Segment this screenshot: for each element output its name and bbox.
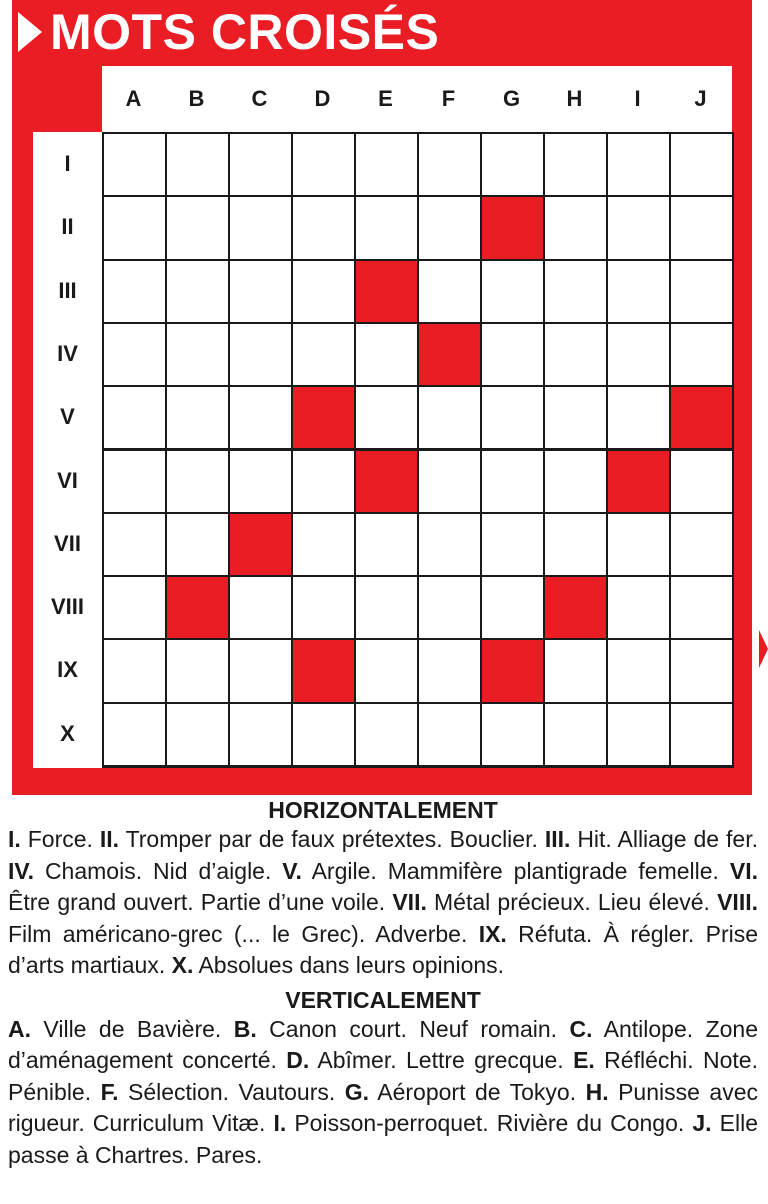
grid-cell[interactable] [167,197,228,258]
clue-text: Absolues dans leurs opinions. [193,952,505,978]
grid-cell[interactable] [104,514,165,575]
clue-number: A. [8,1015,31,1042]
grid-cell[interactable] [671,704,732,765]
grid-cell[interactable] [230,134,291,195]
grid-cell[interactable] [167,134,228,195]
grid-cell[interactable] [608,514,669,575]
clue-number: I. [8,826,21,852]
grid-cell[interactable] [356,704,417,765]
clue-number: D. [286,1047,310,1073]
grid-cell[interactable] [167,324,228,385]
clue-number: E. [573,1047,595,1073]
column-label: G [502,86,521,111]
grid-cell[interactable] [419,577,480,638]
crossword-grid [102,132,734,768]
grid-cell[interactable] [671,640,732,701]
column-label: D [314,86,331,111]
grid-cell[interactable] [230,640,291,701]
clue-text: Canon court. Neuf romain. [256,1015,570,1042]
grid-cell[interactable] [545,197,606,258]
row-header [33,132,102,768]
row-label: II [61,214,74,240]
grid-cell[interactable] [419,640,480,701]
vertical-clues [8,1014,758,1172]
clue-text: Métal précieux. Lieu élevé. [426,889,718,915]
grid-cell[interactable] [356,577,417,638]
grid-cell[interactable] [545,324,606,385]
row-label: IX [57,657,78,683]
grid-cell[interactable] [608,324,669,385]
clue-text: Argile. Mammifère plantigrade femelle. [301,857,730,884]
grid-cell[interactable] [293,134,354,195]
grid-cell[interactable] [419,514,480,575]
grid-cell[interactable] [167,704,228,765]
column-label: B [188,86,205,111]
clue-text: Elle passe à Chartres. Pares. [8,1110,758,1168]
clue-text: Hit. Alliage de fer. [570,826,758,852]
clue-number: IV. [8,857,35,884]
black-cell [293,640,354,701]
grid-cell[interactable] [104,261,165,322]
black-cell [167,577,228,638]
grid-cell[interactable] [419,134,480,195]
grid-cell[interactable] [545,514,606,575]
grid-cell[interactable] [419,197,480,258]
row-label: VII [54,530,81,556]
grid-cell[interactable] [482,324,543,385]
clue-text: Ville de Bavière. [31,1015,234,1042]
grid-cell[interactable] [671,197,732,258]
black-cell [356,261,417,322]
grid-cell[interactable] [293,451,354,512]
grid-cell[interactable] [167,261,228,322]
grid-cell[interactable] [608,387,669,448]
grid-cell[interactable] [608,197,669,258]
grid-cell[interactable] [104,640,165,701]
grid-cell[interactable] [293,324,354,385]
row-label: I [64,151,71,176]
clue-number: J. [692,1110,712,1136]
clue-number: B. [233,1015,257,1042]
horizontal-heading: HORIZONTALEMENT [268,797,498,823]
grid-cell[interactable] [230,704,291,765]
clue-number: F. [100,1078,119,1105]
grid-cell[interactable] [419,451,480,512]
clue-number: II. [99,826,120,852]
clue-number: H. [585,1078,609,1105]
grid-cell[interactable] [419,387,480,448]
column-header [102,66,732,132]
black-cell [482,640,543,701]
grid-cell[interactable] [545,451,606,512]
grid-cell[interactable] [608,577,669,638]
clue-text: Être grand ouvert. Partie d’une voile. [8,889,393,915]
grid-cell[interactable] [293,577,354,638]
column-label: F [441,86,456,111]
grid-cell[interactable] [104,451,165,512]
horizontal-clues [8,824,758,982]
grid-cell[interactable] [104,704,165,765]
clue-number: V. [282,857,302,884]
clue-text: Punisse avec rigueur. Curriculum Vitæ. [8,1078,758,1136]
clue-text: Abîmer. Lettre grecque. [309,1047,574,1073]
grid-cell[interactable] [356,387,417,448]
clue-number: VIII. [717,889,758,915]
row-label: VI [57,467,78,493]
grid-cell[interactable] [356,514,417,575]
grid-cell[interactable] [419,704,480,765]
grid-cell[interactable] [545,261,606,322]
black-cell [356,451,417,512]
clue-text: Force. [20,826,100,852]
clue-number: I. [273,1110,287,1136]
grid-cell[interactable] [230,451,291,512]
black-cell [671,387,732,448]
row-label: V [60,404,75,430]
grid-cell[interactable] [671,514,732,575]
clue-number: III. [544,826,571,852]
grid-cell[interactable] [482,577,543,638]
clue-number: X. [171,952,194,978]
grid-cell[interactable] [419,261,480,322]
grid-cell[interactable] [545,134,606,195]
grid-cell[interactable] [293,197,354,258]
clue-text: Aéroport de Tokyo. [369,1078,586,1105]
grid-cell[interactable] [671,324,732,385]
vertical-heading: VERTICALEMENT [285,986,481,1013]
row-label: VIII [50,594,84,620]
grid-cell[interactable] [230,324,291,385]
grid-cell[interactable] [482,704,543,765]
grid-cell[interactable] [545,640,606,701]
black-cell [545,577,606,638]
grid-cell[interactable] [608,134,669,195]
column-label: E [378,86,393,111]
grid-cell[interactable] [482,134,543,195]
grid-cell[interactable] [293,514,354,575]
row-label: X [60,720,75,746]
black-cell [293,387,354,448]
grid-cell[interactable] [671,577,732,638]
grid-cell[interactable] [167,640,228,701]
grid-cell[interactable] [293,261,354,322]
black-cell [608,451,669,512]
row-label: III [58,277,77,303]
grid-cell[interactable] [356,134,417,195]
clue-text: Film américano-grec (... le Grec). Adverbe. [8,920,479,947]
grid-cell[interactable] [104,197,165,258]
grid-cell[interactable] [230,197,291,258]
grid-cell[interactable] [230,387,291,448]
clue-number: C. [569,1015,593,1042]
grid-cell[interactable] [671,261,732,322]
grid-cell[interactable] [230,261,291,322]
grid-cell[interactable] [608,640,669,701]
grid-cell[interactable] [608,261,669,322]
grid-cell[interactable] [167,387,228,448]
grid-cell[interactable] [356,640,417,701]
grid-cell[interactable] [104,134,165,195]
column-label: I [634,86,641,111]
grid-cell[interactable] [167,514,228,575]
clue-text: Réfuta. À régler. Prise d’arts martiaux. [8,920,759,978]
grid-cell[interactable] [482,514,543,575]
black-cell [230,514,291,575]
clue-number: VI. [729,857,758,884]
grid-cell[interactable] [545,704,606,765]
grid-cell[interactable] [230,577,291,638]
clue-number: VII. [392,889,427,915]
column-label: C [251,86,268,111]
column-label: A [125,86,142,111]
grid-cell[interactable] [104,324,165,385]
grid-cell[interactable] [293,704,354,765]
clue-text: Chamois. Nid d’aigle. [34,857,283,884]
clue-text: Tromper par de faux prétextes. Bouclier. [119,826,545,852]
grid-cell[interactable] [671,134,732,195]
column-label: H [566,86,583,111]
grid-cell[interactable] [356,197,417,258]
grid-cell[interactable] [104,387,165,448]
grid-cell[interactable] [104,577,165,638]
grid-cell[interactable] [167,451,228,512]
grid-cell[interactable] [671,451,732,512]
grid-cell[interactable] [482,451,543,512]
column-label: J [694,86,707,111]
black-cell [482,197,543,258]
clues-section [8,796,758,1171]
triangle-marker-icon [18,12,42,52]
grid-cell[interactable] [482,261,543,322]
clue-number: G. [344,1078,370,1105]
grid-cell[interactable] [608,704,669,765]
grid-cell[interactable] [482,387,543,448]
grid-cell[interactable] [545,387,606,448]
clue-number: IX. [478,920,507,947]
row-label: IV [57,340,78,366]
black-cell [419,324,480,385]
puzzle-title: MOTS CROISÉS [50,4,440,60]
page-edge-marker-icon [759,630,768,668]
clue-text: Réfléchi. Note. Pénible. [8,1047,758,1105]
clue-text: Sélection. Vautours. [118,1078,345,1105]
clue-text: Antilope. Zone d’aménagement concerté. [8,1015,758,1073]
grid-cell[interactable] [356,324,417,385]
clue-text: Poisson-perroquet. Rivière du Congo. [286,1110,693,1136]
